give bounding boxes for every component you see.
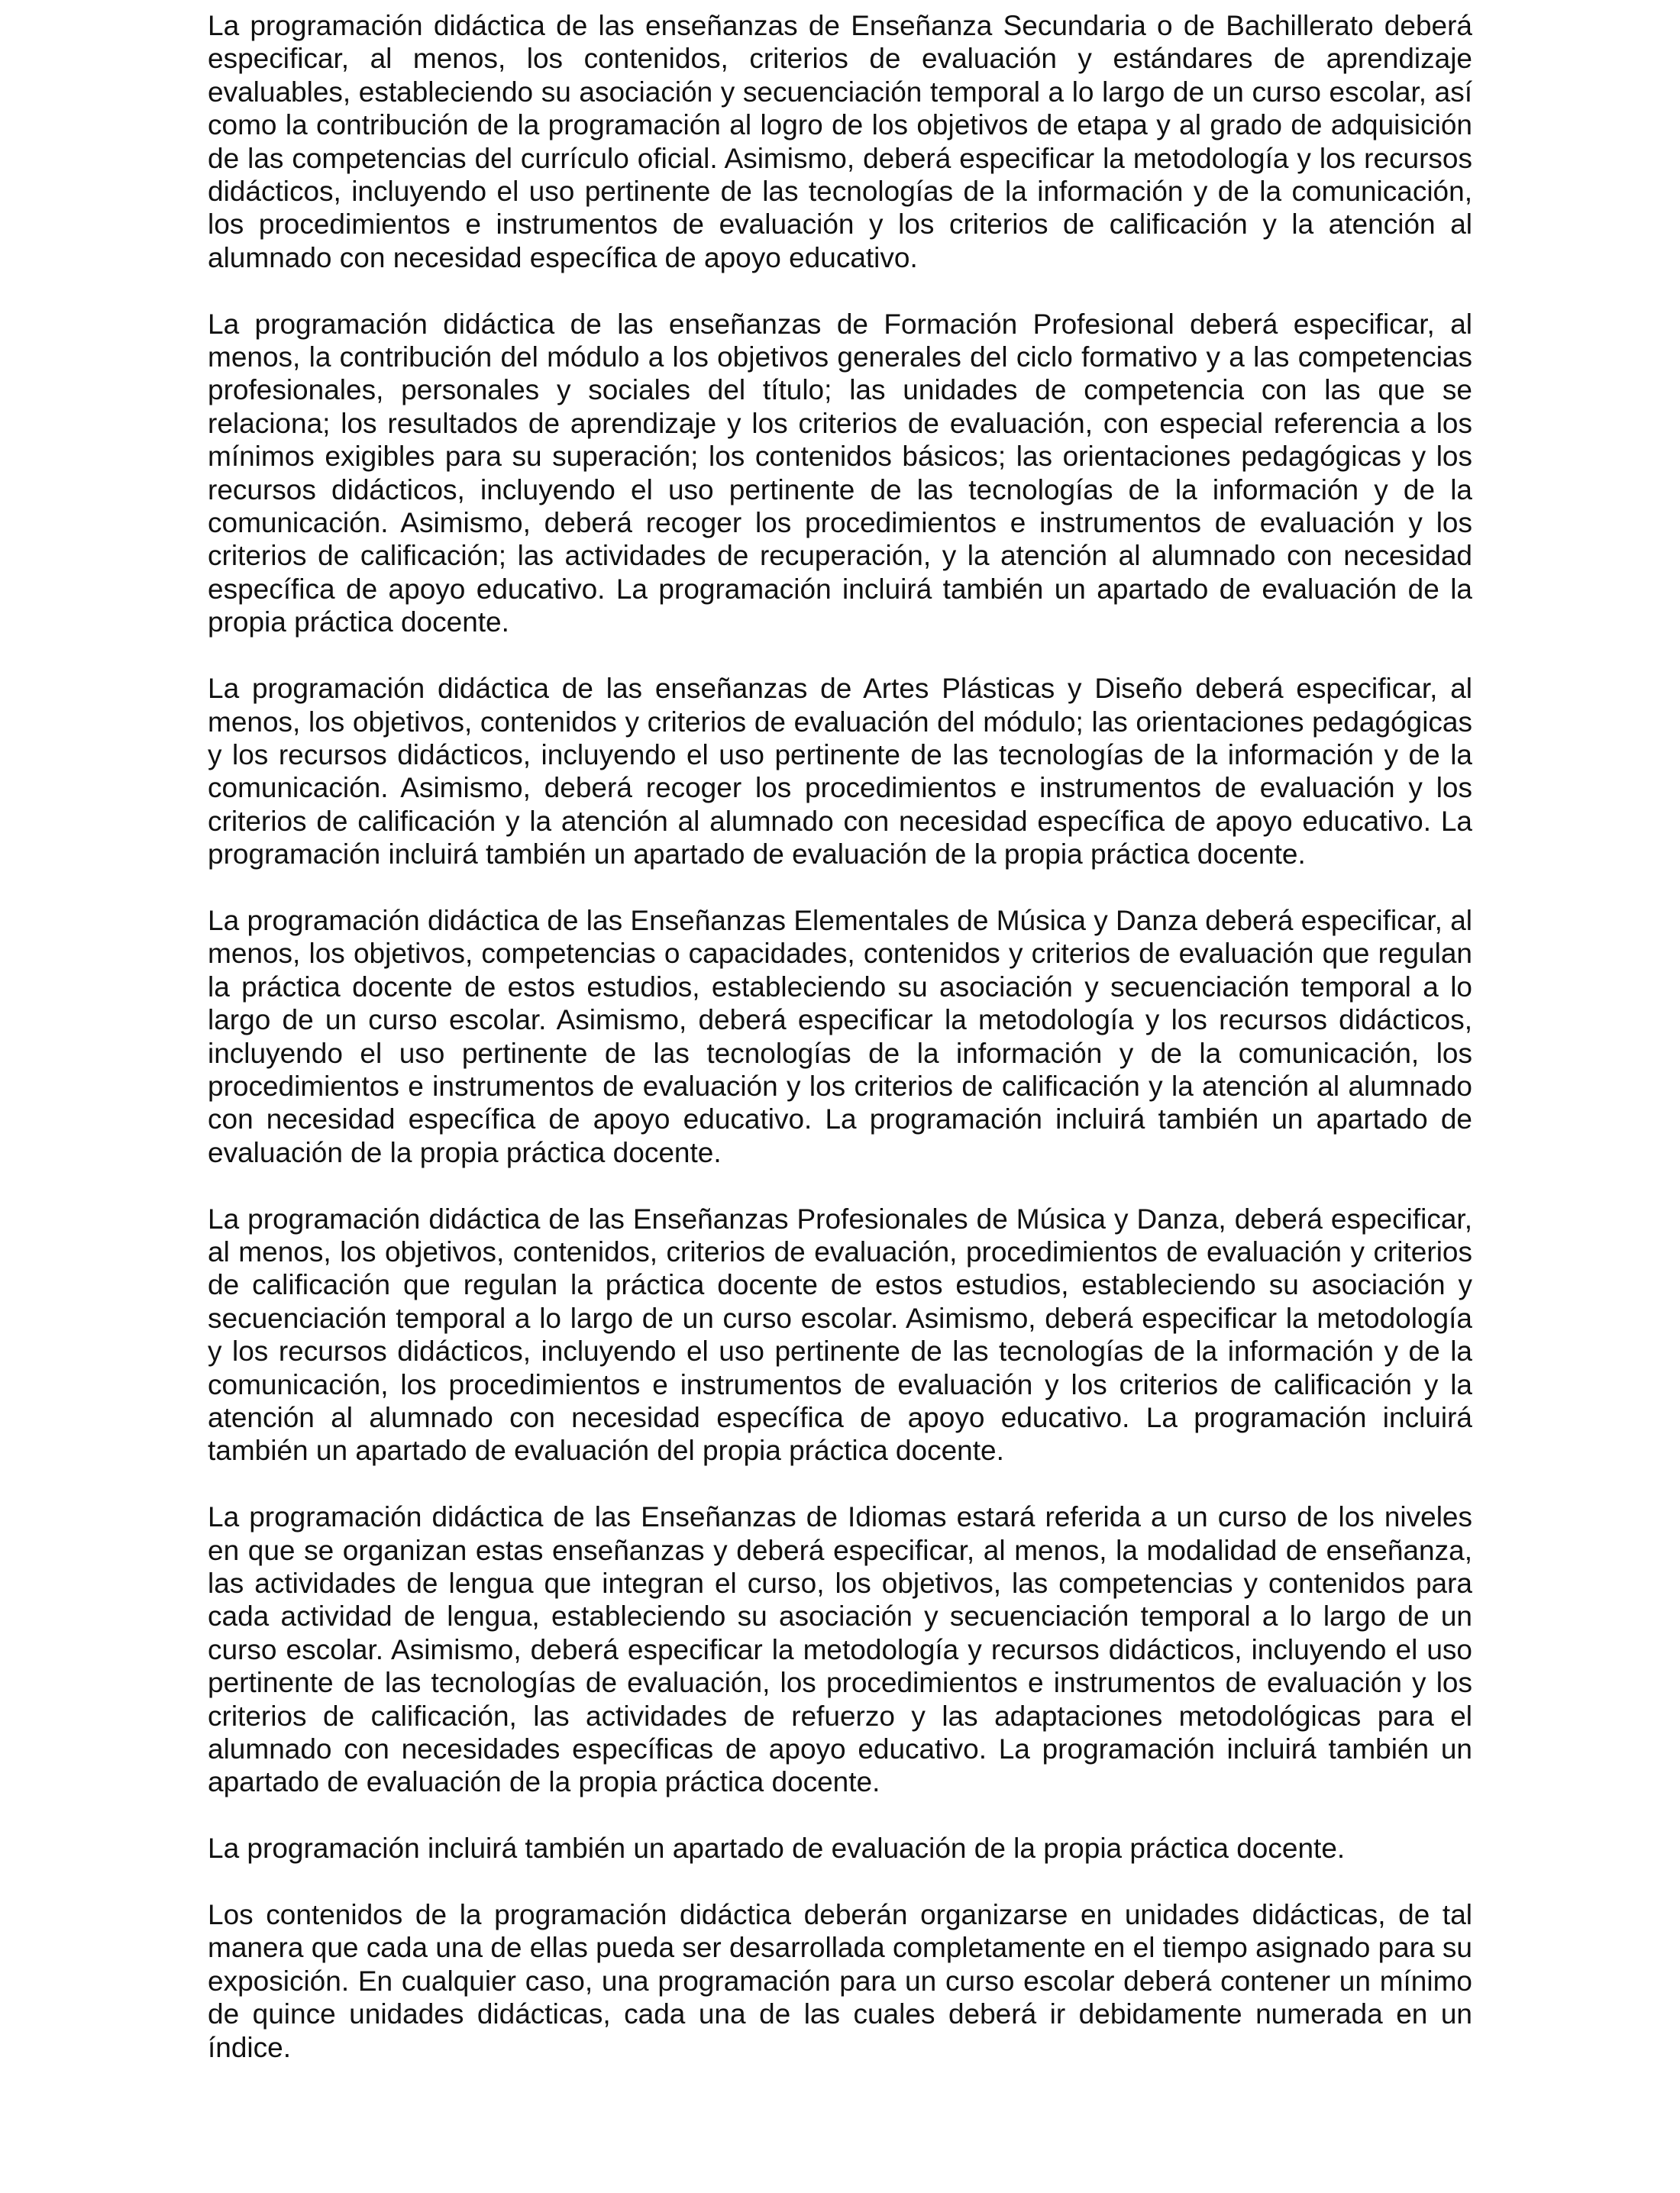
paragraph-evaluacion-practica: La programación incluirá también un apartado de evaluación de la propia práctica docente.: [208, 1833, 1346, 1865]
paragraph-formacion-profesional: La programación didáctica de las enseñanzas de Formación Profesional deberá especificar, al menos, la contribución del módulo a los objetivos generales del ciclo formativo y a las competencias profesionales, personales y sociales del título; las unidades de competencia con las que se relaciona; los resultados de aprendizaje y los criterios de evaluación, con especial referencia a los mínimos exigibles para su superación; los contenidos básicos; las orientaciones pedagógicas y los recursos didácticos, incluyendo el uso pertinente de las tecnologías de la información y de la comunicación. Asimismo, deberá recoger los procedimientos e instrumentos de evaluación y los criterios de calificación; las actividades de recuperación, y la atención al alumnado con necesidad específica de apoyo educativo. La programación incluirá también un apartado de evaluación de la propia práctica docente.: [208, 308, 1472, 638]
paragraph-unidades-didacticas: Los contenidos de la programación didáctica deberán organizarse en unidades didácticas, de tal manera que cada una de ellas pueda ser desarrollada completamente en el tiempo asignado para su exposición. En cualquier caso, una programación para un curso escolar deberá contener un mínimo de quince unidades didácticas, cada una de las cuales deberá ir debidamente numerada en un índice.: [208, 1899, 1472, 2063]
paragraph-artes-plasticas: La programación didáctica de las enseñanzas de Artes Plásticas y Diseño deberá especificar, al menos, los objetivos, contenidos y criterios de evaluación del módulo; las orientaciones pedagógicas y los recursos didácticos, incluyendo el uso pertinente de las tecnologías de la información y de la comunicación. Asimismo, deberá recoger los procedimientos e instrumentos de evaluación y los criterios de calificación y la atención al alumnado con necesidad específica de apoyo educativo. La programación incluirá también un apartado de evaluación de la propia práctica docente.: [208, 673, 1472, 870]
paragraph-musica-danza-elementales: La programación didáctica de las Enseñanzas Elementales de Música y Danza deberá especificar, al menos, los objetivos, competencias o capacidades, contenidos y criterios de evaluación que regulan la práctica docente de estos estudios, estableciendo su asociación y secuenciación temporal a lo largo de un curso escolar. Asimismo, deberá especificar la metodología y los recursos didácticos, incluyendo el uso pertinente de las tecnologías de la información y de la comunicación, los procedimientos e instrumentos de evaluación y los criterios de calificación y la atención al alumnado con necesidad específica de apoyo educativo. La programación incluirá también un apartado de evaluación de la propia práctica docente.: [208, 904, 1472, 1168]
document-page: [208, 9, 1472, 2064]
paragraph-eso-bachillerato: La programación didáctica de las enseñanzas de Enseñanza Secundaria o de Bachillerato deberá especificar, al menos, los contenidos, criterios de evaluación y estándares de aprendizaje evaluables, estableciendo su asociación y secuenciación temporal a lo largo de un curso escolar, así como la contribución de la programación al logro de los objetivos de etapa y al grado de adquisición de las competencias del currículo oficial. Asimismo, deberá especificar la metodología y los recursos didácticos, incluyendo el uso pertinente de las tecnologías de la información y de la comunicación, los procedimientos e instrumentos de evaluación y los criterios de calificación y la atención al alumnado con necesidad específica de apoyo educativo.: [208, 10, 1472, 273]
paragraph-idiomas: La programación didáctica de las Enseñanzas de Idiomas estará referida a un curso de los niveles en que se organizan estas enseñanzas y deberá especificar, al menos, la modalidad de enseñanza, las actividades de lengua que integran el curso, los objetivos, las competencias y contenidos para cada actividad de lengua, estableciendo su asociación y secuenciación temporal a lo largo de un curso escolar. Asimismo, deberá especificar la metodología y recursos didácticos, incluyendo el uso pertinente de las tecnologías de evaluación, los procedimientos e instrumentos de evaluación y los criterios de calificación, las actividades de refuerzo y las adaptaciones metodológicas para el alumnado con necesidades específicas de apoyo educativo. La programación incluirá también un apartado de evaluación de la propia práctica docente.: [208, 1501, 1472, 1798]
paragraph-musica-danza-profesionales: La programación didáctica de las Enseñanzas Profesionales de Música y Danza, deberá especificar, al menos, los objetivos, contenidos, criterios de evaluación, procedimientos de evaluación y criterios de calificación que regulan la práctica docente de estos estudios, estableciendo su asociación y secuenciación temporal a lo largo de un curso escolar. Asimismo, deberá especificar la metodología y los recursos didácticos, incluyendo el uso pertinente de las tecnologías de la información y de la comunicación, los procedimientos e instrumentos de evaluación y los criterios de calificación y la atención al alumnado con necesidad específica de apoyo educativo. La programación incluirá también un apartado de evaluación del propia práctica docente.: [208, 1203, 1472, 1467]
